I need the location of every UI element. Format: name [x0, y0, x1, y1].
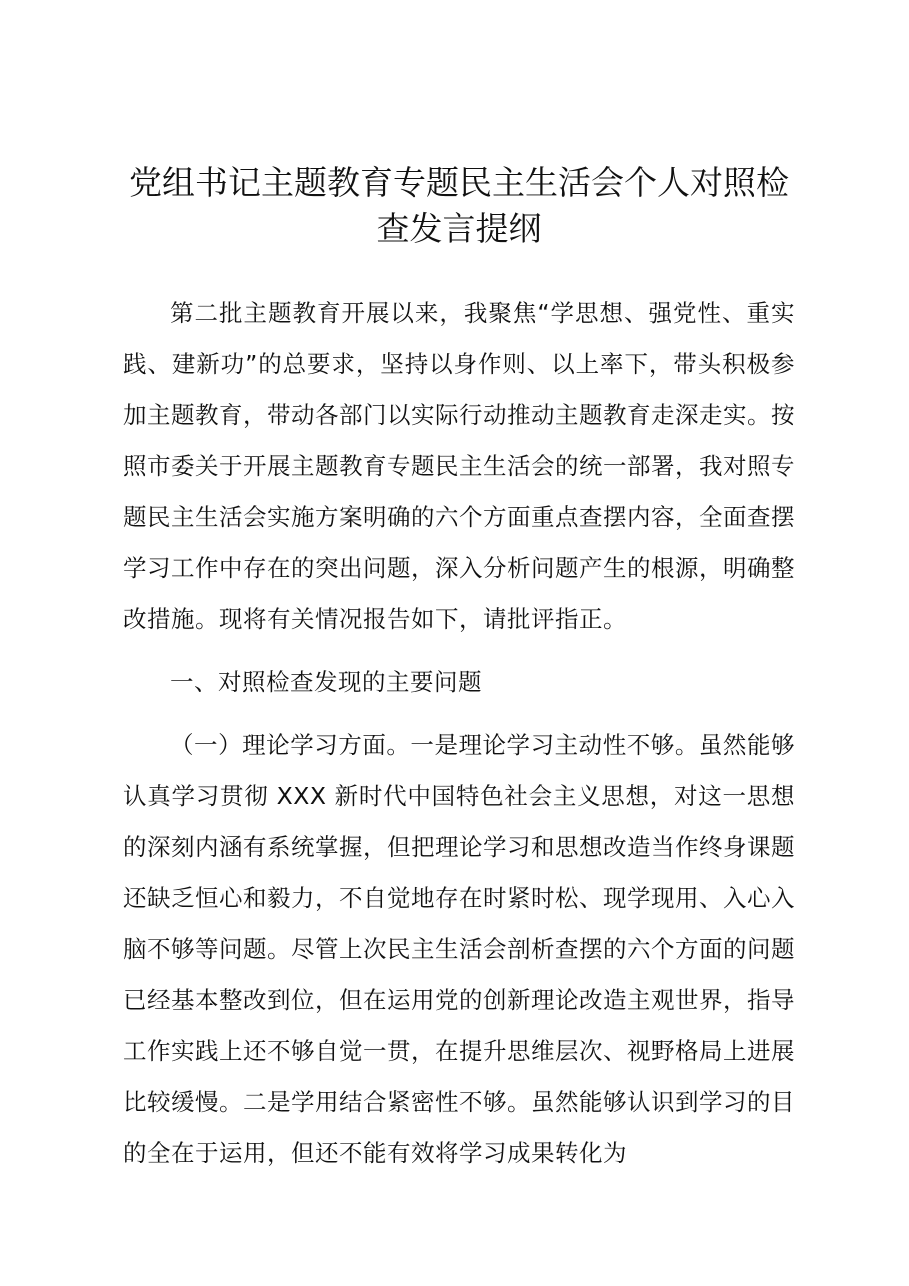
section-heading-1: 一、对照检查发现的主要问题: [170, 668, 482, 696]
document-title: 党组书记主题教育专题民主生活会个人对照检查发言提纲: [129, 163, 789, 248]
document-page: [123, 160, 795, 1179]
title-block: [123, 160, 795, 252]
intro-paragraph: 第二批主题教育开展以来，我聚焦“学思想、强党性、重实践、建新功”的总要求，坚持以身作则、以上率下，带头积极参加主题教育，带动各部门以实际行动推动主题教育走深走实。按照市委关于开展主题教育专题民主生活会的统一部署，我对照专题民主生活会实施方案明确的六个方面重点查摆内容，全面查摆学习工作中存在的突出问题，深入分析问题产生的根源，明确整改措施。现将有关情况报告如下，请批评指正。: [123, 299, 795, 633]
section-1-paragraph-1: （一）理论学习方面。一是理论学习主动性不够。虽然能够认真学习贯彻 XXX 新时代中国特色社会主义思想，对这一思想的深刻内涵有系统掌握，但把理论学习和思想改造当作终身课题还缺乏恒心和毅力，不自觉地存在时紧时松、现学现用、入心入脑不够等问题。尽管上次民主生活会剖析查摆的六个方面的问题已经基本整改到位，但在运用党的创新理论改造主观世界，指导工作实践上还不够自觉一贯，在提升思维层次、视野格局上进展比较缓慢。二是学用结合紧密性不够。虽然能够认识到学习的目的全在于运用，但还不能有效将学习成果转化为: [123, 731, 795, 1167]
